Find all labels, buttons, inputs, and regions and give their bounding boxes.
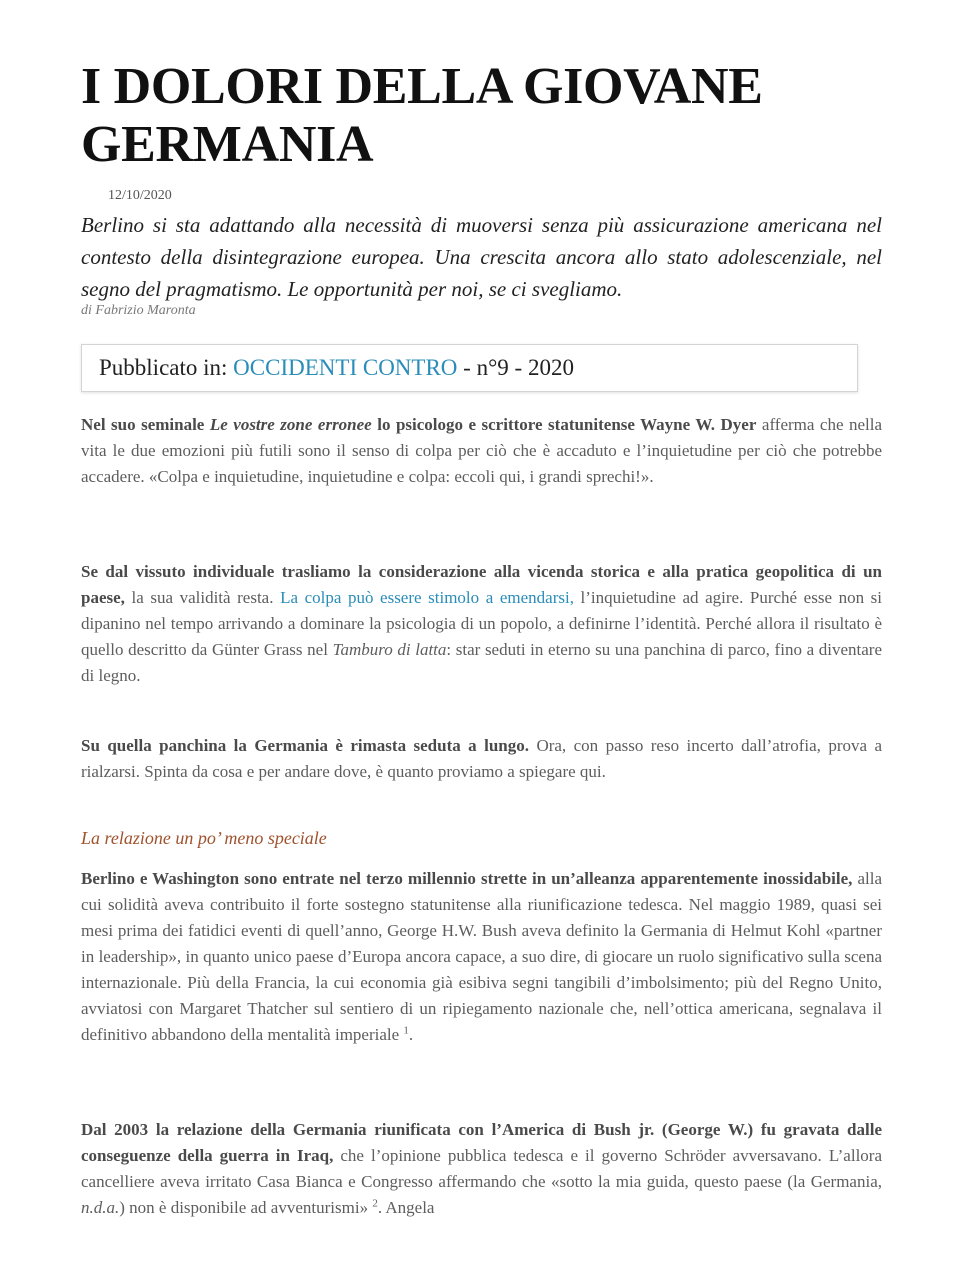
issue-link[interactable]: OCCIDENTI CONTRO xyxy=(233,355,458,380)
article-subtitle: Berlino si sta adattando alla necessità di muoversi senza più assicurazione americana nel contesto della disintegrazione europea. Una crescita ancora allo stato adolescenziale, nel segno del pragmatismo. Le opportunità per noi, se ci svegliamo. xyxy=(81,213,882,301)
article-author: di Fabrizio Maronta xyxy=(81,303,196,318)
paragraph-4-text: alla cui solidità aveva contribuito il forte sostegno statunitense alla riunificazione tedesca. Nel maggio 1989, quasi sei mesi prima dei fatidici eventi di quell’anno, George H.W. Bush aveva definito la Germania di Helmut Kohl «partner in leadership», in quanto unico paese d’Europa ancora capace, a suo dire, di giocare un ruolo significativo sulla scena internazionale. Più della Francia, la cui economia già esibiva segni tangibili d’imbolsimento; più del Regno Unito, avviatosi con Margaret Thatcher sul sentiero di un ripiegamento nazionale che, nell’ottica americana, segnalava il definitivo abbandono della mentalità imperiale xyxy=(81,869,882,1044)
paragraph-4-bold: Berlino e Washington sono entrate nel terzo millennio strette in un’alleanza apparentemente inossidabile, xyxy=(81,869,853,888)
nda-abbrev: n.d.a. xyxy=(81,1198,120,1217)
paragraph-4 xyxy=(81,866,882,1048)
issue-number: - n°9 - 2020 xyxy=(463,355,574,380)
section-heading: La relazione un po’ meno speciale xyxy=(81,828,327,848)
paragraph-1-bold-b: lo psicologo e scrittore statunitense Wayne W. Dyer xyxy=(377,415,757,434)
paragraph-2-text-b: l’inquietudine ad agire. Purché esse non si dipanino nel tempo arrivando a dominare la psicologia di un popolo, a definirne l’identità. Perché allora il risultato è quello descritto da Günter Grass nel xyxy=(81,588,882,659)
published-label: Pubblicato in: xyxy=(99,355,228,380)
paragraph-2-bold: Se dal vissuto individuale trasliamo la considerazione alla vicenda storica e alla pratica geopolitica di un paese, xyxy=(81,562,882,607)
article-date: 12/10/2020 xyxy=(108,188,172,203)
footnote-1-ref[interactable]: 1 xyxy=(403,1024,409,1037)
paragraph-2-link[interactable]: La colpa può essere stimolo a emendarsi, xyxy=(280,588,574,607)
book-title-zone-erronee: Le vostre zone erronee xyxy=(209,415,372,434)
paragraph-2-text-a: la sua validità resta. xyxy=(131,588,274,607)
paragraph-4-end: . xyxy=(408,1025,414,1044)
footnote-2-ref[interactable]: 2 xyxy=(372,1197,378,1210)
paragraph-5-bold: Dal 2003 la relazione della Germania riunificata con l’America di Bush jr. (George W.) fu gravata dalle conseguenze della guerra in Iraq, xyxy=(81,1120,882,1165)
article-title: I DOLORI DELLA GIOVANE GERMANIA xyxy=(81,58,763,173)
paragraph-3-bold: Su quella panchina la Germania è rimasta seduta a lungo. xyxy=(81,736,529,755)
paragraph-5-text-b: ) non è disponibile ad avventurismi» xyxy=(119,1198,369,1217)
paragraph-5-text-c: . Angela xyxy=(377,1198,435,1217)
paragraph-2-text-c: : star seduti in eterno su una panchina di parco, fino a diventare di legno. xyxy=(81,640,883,685)
paragraph-5 xyxy=(81,1117,882,1221)
book-title-tamburo: Tamburo di latta xyxy=(332,640,447,659)
paragraph-1-bold-a: Nel suo seminale xyxy=(81,415,205,434)
paragraph-3-text: Ora, con passo reso incerto dall’atrofia, prova a rialzarsi. Spinta da cosa e per andare dove, è quanto proviamo a spiegare qui. xyxy=(81,736,883,781)
published-in-box xyxy=(81,344,858,392)
paragraph-1 xyxy=(81,412,882,490)
paragraph-2 xyxy=(81,559,882,689)
paragraph-5-text-a: che l’opinione pubblica tedesca e il governo Schröder avversavano. L’allora cancelliere aveva irritato Casa Bianca e Congresso affermando che «sotto la mia guida, questo paese (la Germania, xyxy=(81,1146,882,1191)
paragraph-3 xyxy=(81,733,882,785)
paragraph-1-text: afferma che nella vita le due emozioni più futili sono il senso di colpa per ciò che è accaduto e l’inquietudine per ciò che potrebbe accadere. «Colpa e inquietudine, inquietudine e colpa: eccoli qui, i grandi sprechi!». xyxy=(81,415,883,486)
